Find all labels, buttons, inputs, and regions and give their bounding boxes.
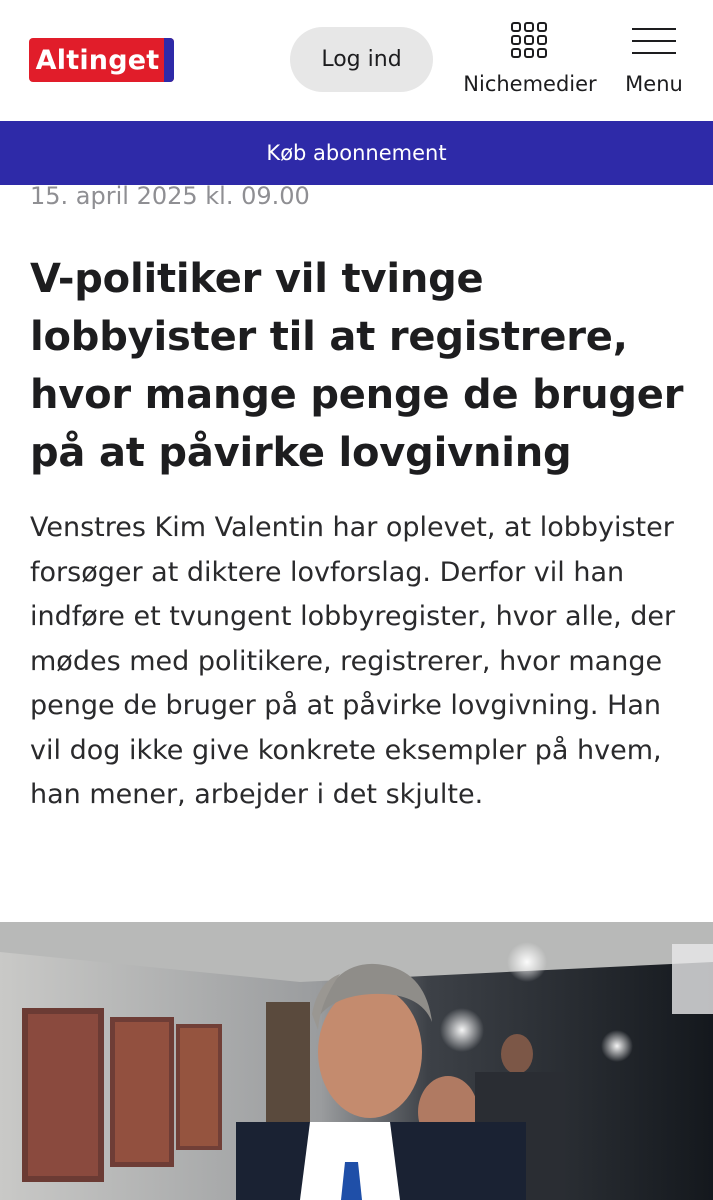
subscribe-button[interactable]: Køb abonnement: [0, 121, 713, 185]
menu-button[interactable]: [618, 20, 690, 100]
article-headline: V-politiker vil tvinge lobbyister til at registrere, hvor mange penge de bruger på at påvirke lovgivning: [30, 256, 684, 476]
menu-label: Menu: [625, 72, 683, 96]
grid-icon: [511, 22, 547, 58]
site-header: [0, 0, 713, 121]
article-lead: Venstres Kim Valentin har oplevet, at lobbyister forsøger at diktere lovforslag. Derfor vil han indføre et tvungent lobbyregister, hvor alle, der mødes med politikere, registrerer, hvor mange penge de bruger på at påvirke lovgivning. Han vil dog ikke give konkrete eksempler på hvem, han mener, arbejder i det skjulte.: [30, 512, 676, 810]
niche-media-label: Nichemedier: [463, 72, 597, 96]
altinget-logo[interactable]: [29, 38, 174, 82]
logo-text: Altinget: [35, 44, 160, 76]
hamburger-icon: [632, 28, 676, 54]
article-photo: [0, 922, 713, 1200]
login-button[interactable]: Log ind: [290, 27, 433, 92]
niche-media-button[interactable]: [460, 20, 600, 100]
article-date: 15. april 2025 kl. 09.00: [30, 182, 310, 210]
